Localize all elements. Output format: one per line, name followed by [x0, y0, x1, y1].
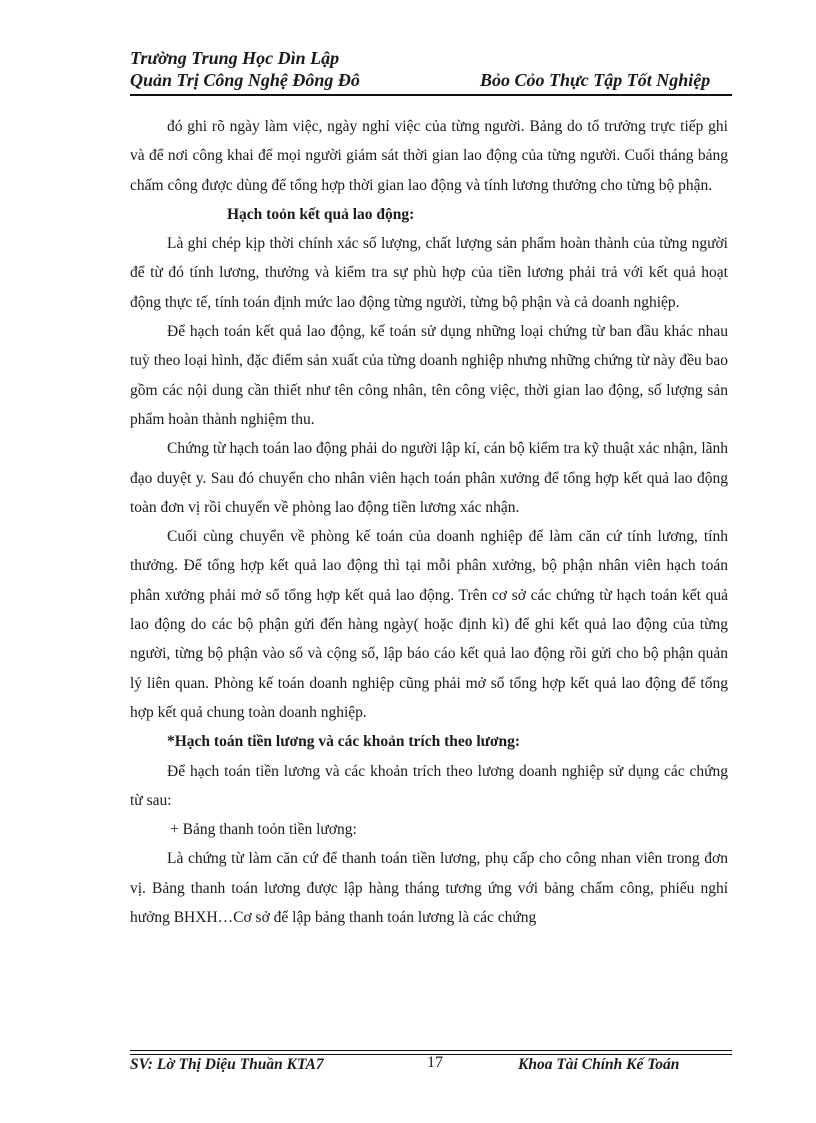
paragraph-2: Là ghi chép kịp thời chính xác số lượng, chất lượng sản phẩm hoàn thành của từng người để từ đó tính lương, thưởng và kiểm tra sự phù hợp của tiền lương phải trả với kết quả hoạt động thực tế, tính toán định mức lao động từng người, từng bộ phận và cả doanh nghiệp.	[130, 235, 728, 311]
page-number: 17	[427, 1054, 443, 1071]
paragraph-4: Chứng từ hạch toán lao động phải do người lập kí, cán bộ kiểm tra kỹ thuật xác nhận, lãnh đạo duyệt y. Sau đó chuyển cho nhân viên hạch toán phân xưởng để tổng hợp kết quả lao động toàn đơn vị rồi chuyển về phòng lao động tiền lương xác nhận.	[130, 440, 728, 516]
list-item-payroll-sheet: + Bảng thanh toỏn tiền lương:	[170, 821, 357, 839]
heading-text: Hạch toỏn kết quả lao động:	[227, 205, 415, 223]
paragraph-6: Để hạch toán tiền lương và các khoản trích theo lương doanh nghiệp sử dụng các chứng từ sau:	[130, 762, 728, 809]
paragraph-7: Là chứng từ làm căn cứ để thanh toán tiền lương, phụ cấp cho công nhan viên trong đơn vị. Bảng thanh toán lương được lập hàng tháng tương ứng với bảng chấm công, phiếu nghỉ hưởng BHXH…Cơ sở để lập bảng thanh toán lương là các chứng	[130, 850, 728, 927]
document-body	[130, 112, 728, 932]
paragraph-1: đó ghi rõ ngày làm việc, ngày nghỉ việc của từng người. Bảng do tổ trưởng trực tiếp ghi và để nơi công khai để mọi người giám sát thời gian lao động của từng người. Cuối tháng bảng chấm công được dùng để tổng hợp thời gian lao động và tính lương thưởng cho từng bộ phận.	[130, 118, 728, 194]
header-faculty: Quản Trị Công Nghệ Đông Đô	[130, 70, 360, 90]
section-heading-salary: *Hạch toán tiền lương và các khoản trích theo lương:	[167, 733, 521, 751]
footer-divider	[130, 1050, 732, 1051]
footer-student: SV: Lờ Thị Diệu Thuần KTA7	[130, 1056, 324, 1073]
paragraph-3: Để hạch toán kết quả lao động, kế toán sử dụng những loại chứng từ ban đầu khác nhau tuỳ theo loại hình, đặc điểm sản xuất của từng doanh nghiệp nhưng những chứng từ này đều bao gồm các nội dung cần thiết như tên công nhân, tên công việc, thời gian lao động, số lượng sản phẩm hoàn thành nghiệm thu.	[130, 323, 728, 428]
footer-department: Khoa Tài Chính Kế Toán	[518, 1056, 680, 1073]
header-school: Trường Trung Học Dìn Lập	[130, 48, 340, 68]
section-heading-labor-results	[130, 200, 728, 229]
paragraph-5: Cuối cùng chuyển về phòng kế toán của doanh nghiệp để làm căn cứ tính lương, tính thưởng. Để tổng hợp kết quả lao động thì tại mỗi phân xưởng, bộ phận nhân viên hạch toán phân xưởng phải mở sổ tổng hợp kết quả lao động. Trên cơ sở các chứng từ hạch toán kết quả lao động do các bộ phận gửi đến hàng ngày( hoặc định kì) để ghi kết quả lao động của từng người, từng bộ phận vào sổ và cộng sổ, lập báo cáo kết quả lao động rồi gửi cho bộ phận quản lý liên quan. Phòng kế toán doanh nghiệp cũng phải mở sổ tổng hợp kết quả lao động để tổng hợp kết quả chung toàn doanh nghiệp.	[130, 528, 728, 721]
header-report-title: Bỏo Cỏo Thực Tập Tốt Nghiệp	[480, 70, 711, 90]
header-divider	[130, 94, 732, 96]
